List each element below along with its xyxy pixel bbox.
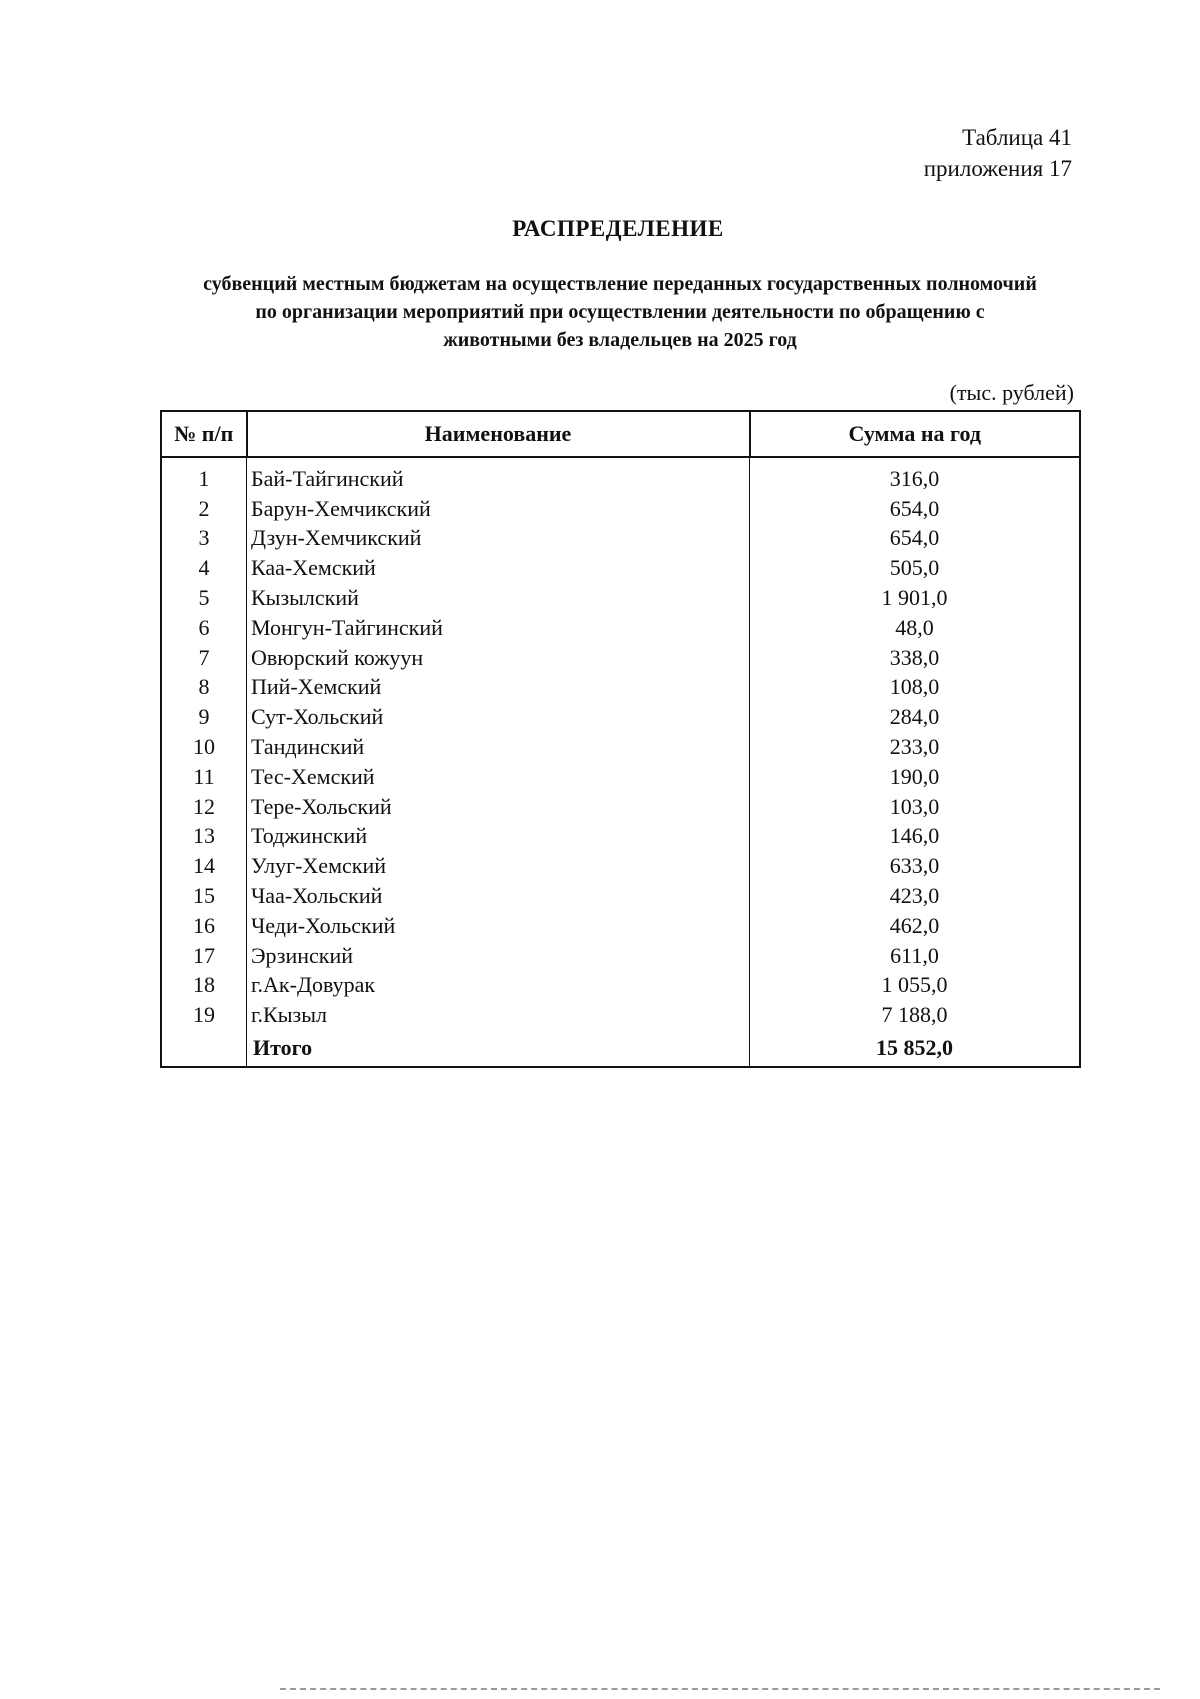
table-number: Таблица 41 <box>962 125 1072 150</box>
table-reference <box>924 122 1072 184</box>
row-number: 15 <box>161 881 247 911</box>
row-number: 16 <box>161 911 247 941</box>
row-name: Дзун-Хемчикский <box>247 524 750 554</box>
row-number: 9 <box>161 702 247 732</box>
scan-artifact-line <box>280 1688 1160 1690</box>
row-number: 17 <box>161 941 247 971</box>
row-sum: 633,0 <box>750 851 1081 881</box>
total-sum: 15 852,0 <box>750 1030 1081 1067</box>
column-header-number: № п/п <box>161 411 247 457</box>
row-name: Сут-Хольский <box>247 702 750 732</box>
table-row <box>161 494 1080 524</box>
row-sum: 48,0 <box>750 613 1081 643</box>
table-row <box>161 792 1080 822</box>
table-row <box>161 457 1080 494</box>
row-number: 4 <box>161 553 247 583</box>
row-sum: 146,0 <box>750 822 1081 852</box>
appendix-number: приложения 17 <box>923 156 1072 181</box>
column-header-name: Наименование <box>247 411 750 457</box>
row-name: Тандинский <box>247 732 750 762</box>
row-name: Каа-Хемский <box>247 553 750 583</box>
table-row <box>161 702 1080 732</box>
row-number: 6 <box>161 613 247 643</box>
row-number: 7 <box>161 643 247 673</box>
row-sum: 7 188,0 <box>750 1000 1081 1030</box>
row-sum: 654,0 <box>750 494 1081 524</box>
table-row <box>161 613 1080 643</box>
row-sum: 108,0 <box>750 673 1081 703</box>
table-row <box>161 524 1080 554</box>
row-name: Эрзинский <box>247 941 750 971</box>
row-name: Бай-Тайгинский <box>247 457 750 494</box>
row-name: Тере-Хольский <box>247 792 750 822</box>
table-row <box>161 851 1080 881</box>
document-subtitle: субвенций местным бюджетам на осуществление переданных государственных полномочий по организации мероприятий при осуществлении деятельности по обращению с животными без владельцев на 2025 год <box>203 273 1037 351</box>
table-row <box>161 1000 1080 1030</box>
document-title: РАСПРЕДЕЛЕНИЕ <box>512 216 724 241</box>
row-sum: 654,0 <box>750 524 1081 554</box>
table-row <box>161 911 1080 941</box>
row-name: Тоджинский <box>247 822 750 852</box>
row-sum: 423,0 <box>750 881 1081 911</box>
row-sum: 1 055,0 <box>750 971 1081 1001</box>
row-number: 19 <box>161 1000 247 1030</box>
row-number: 5 <box>161 583 247 613</box>
column-header-sum: Сумма на год <box>750 411 1081 457</box>
table-row <box>161 673 1080 703</box>
row-sum: 316,0 <box>750 457 1081 494</box>
row-name: Кызылский <box>247 583 750 613</box>
row-name: Чаа-Хольский <box>247 881 750 911</box>
units-label: (тыс. рублей) <box>949 380 1074 405</box>
table-row <box>161 971 1080 1001</box>
distribution-table <box>160 410 1081 1068</box>
row-name: г.Ак-Довурак <box>247 971 750 1001</box>
row-number: 13 <box>161 822 247 852</box>
row-number: 3 <box>161 524 247 554</box>
table-row <box>161 881 1080 911</box>
row-sum: 1 901,0 <box>750 583 1081 613</box>
table-row <box>161 643 1080 673</box>
row-name: Улуг-Хемский <box>247 851 750 881</box>
row-name: Монгун-Тайгинский <box>247 613 750 643</box>
row-name: г.Кызыл <box>247 1000 750 1030</box>
row-name: Барун-Хемчикский <box>247 494 750 524</box>
table-row <box>161 762 1080 792</box>
total-label: Итого <box>247 1030 750 1067</box>
row-number: 2 <box>161 494 247 524</box>
row-sum: 338,0 <box>750 643 1081 673</box>
row-number: 11 <box>161 762 247 792</box>
row-sum: 284,0 <box>750 702 1081 732</box>
row-sum: 505,0 <box>750 553 1081 583</box>
row-number: 12 <box>161 792 247 822</box>
row-number: 18 <box>161 971 247 1001</box>
row-number: 10 <box>161 732 247 762</box>
row-sum: 462,0 <box>750 911 1081 941</box>
table-row <box>161 822 1080 852</box>
row-sum: 611,0 <box>750 941 1081 971</box>
table-row <box>161 553 1080 583</box>
row-sum: 190,0 <box>750 762 1081 792</box>
row-name: Овюрский кожуун <box>247 643 750 673</box>
row-number: 8 <box>161 673 247 703</box>
row-sum: 233,0 <box>750 732 1081 762</box>
row-name: Пий-Хемский <box>247 673 750 703</box>
row-number: 1 <box>161 457 247 494</box>
row-sum: 103,0 <box>750 792 1081 822</box>
table-row <box>161 583 1080 613</box>
row-number: 14 <box>161 851 247 881</box>
row-name: Чеди-Хольский <box>247 911 750 941</box>
table-header-row <box>161 411 1080 457</box>
total-row <box>161 1030 1080 1067</box>
table-row <box>161 732 1080 762</box>
table-row <box>161 941 1080 971</box>
row-name: Тес-Хемский <box>247 762 750 792</box>
total-number-cell <box>161 1030 247 1067</box>
